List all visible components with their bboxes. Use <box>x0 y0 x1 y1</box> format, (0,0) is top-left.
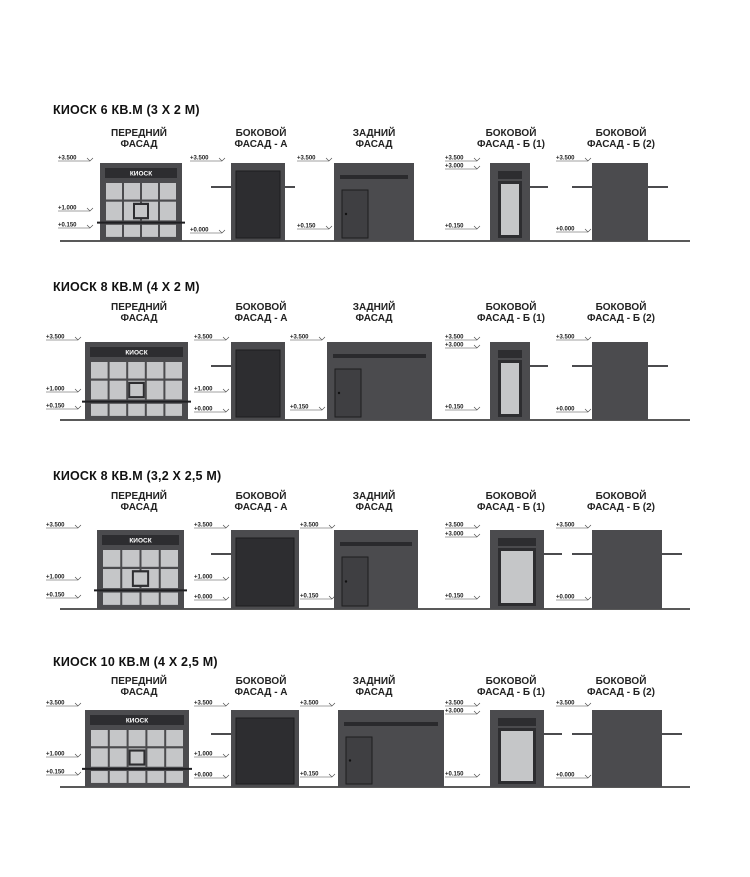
elevation-mark-tick <box>585 775 591 778</box>
window-pane-lower <box>110 404 127 416</box>
label-side-a: БОКОВОЙ ФАСАД - А <box>234 302 288 324</box>
window-pane-upper <box>147 730 164 746</box>
label-front: ПЕРЕДНИЙ ФАСАД <box>111 128 167 150</box>
elevation-mark: +3.500 <box>46 700 65 707</box>
label-side-b1: БОКОВОЙ ФАСАД - Б (1) <box>476 128 546 150</box>
elevation-mark: +0.150 <box>58 222 77 229</box>
elevation-mark: +3.500 <box>58 155 77 162</box>
window-pane-middle <box>147 748 164 766</box>
elevation-mark: +3.500 <box>445 522 464 529</box>
elevation-mark-tick <box>87 225 93 228</box>
side-b1-door-glass <box>501 184 519 235</box>
window-pane-lower <box>124 225 140 237</box>
elevation-mark: +0.150 <box>46 592 65 599</box>
elevation-mark-tick <box>585 525 591 528</box>
rear-vent-strip <box>344 722 438 726</box>
label-side-b2: БОКОВОЙ ФАСАД - Б (2) <box>586 128 656 150</box>
window-pane-lower <box>129 771 146 783</box>
elevation-mark: +0.150 <box>46 769 65 776</box>
window-pane-lower <box>128 404 145 416</box>
label-side-b1: БОКОВОЙ ФАСАД - Б (1) <box>476 676 546 698</box>
elevation-mark: +3.500 <box>194 700 213 707</box>
label-side-b2: БОКОВОЙ ФАСАД - Б (2) <box>586 676 656 698</box>
elevation-mark-tick <box>223 577 229 580</box>
kiosk-sign-text: КИОСК <box>129 170 153 178</box>
label-side-a: БОКОВОЙ ФАСАД - А <box>234 491 288 513</box>
side-b1-door-glass <box>501 363 519 414</box>
kiosk-sign-text: КИОСК <box>129 537 152 545</box>
elevation-mark: +3.500 <box>300 522 319 529</box>
window-pane-lower <box>110 771 127 783</box>
elevation-mark-tick <box>223 525 229 528</box>
elevation-mark-tick <box>329 525 335 528</box>
elevation-mark: +0.150 <box>445 771 464 778</box>
elevation-mark: +3.000 <box>445 342 464 349</box>
label-side-b1: БОКОВОЙ ФАСАД - Б (1) <box>476 491 546 513</box>
elevation-mark: +0.000 <box>194 772 213 779</box>
elevation-mark: +1.000 <box>46 751 65 758</box>
elevation-mark-tick <box>223 775 229 778</box>
elevation-mark-tick <box>75 406 81 409</box>
elevation-mark: +3.000 <box>445 531 464 538</box>
window-pane-upper <box>142 550 159 567</box>
kiosk-sign-text: КИОСК <box>125 717 149 725</box>
service-window-glass <box>135 205 147 217</box>
side-b1-transom <box>498 350 522 358</box>
side-b2-facade-body <box>592 530 662 609</box>
elevation-mark: +1.000 <box>46 574 65 581</box>
window-pane-middle <box>110 381 127 400</box>
label-rear: ЗАДНИЙ ФАСАД <box>352 491 396 513</box>
elevation-mark: +3.500 <box>445 155 464 162</box>
elevation-mark-tick <box>585 703 591 706</box>
elevation-mark-tick <box>75 703 81 706</box>
elevation-mark-tick <box>223 409 229 412</box>
window-pane-upper <box>103 550 120 567</box>
elevation-mark-tick <box>75 577 81 580</box>
window-pane-upper <box>122 550 139 567</box>
elevation-mark-tick <box>474 774 480 777</box>
window-pane-lower <box>91 771 108 783</box>
elevation-mark-tick <box>474 711 480 714</box>
window-pane-lower <box>122 593 139 605</box>
label-rear: ЗАДНИЙ ФАСАД <box>352 676 396 698</box>
elevation-mark: +0.150 <box>445 223 464 230</box>
window-pane-upper <box>142 183 158 200</box>
rear-vent-strip <box>340 175 408 179</box>
elevation-mark: +0.150 <box>297 223 316 230</box>
window-pane-upper <box>166 730 183 746</box>
elevation-mark: +0.000 <box>556 594 575 601</box>
window-pane-lower <box>147 404 164 416</box>
label-side-b1: БОКОВОЙ ФАСАД - Б (1) <box>476 302 546 324</box>
elevation-mark-tick <box>75 772 81 775</box>
elevation-mark: +3.500 <box>194 334 213 341</box>
window-pane-upper <box>129 730 146 746</box>
window-pane-middle <box>147 381 164 400</box>
elevation-mark-tick <box>319 337 325 340</box>
elevation-mark: +0.150 <box>300 593 319 600</box>
elevation-mark-tick <box>75 337 81 340</box>
elevation-mark-tick <box>585 158 591 161</box>
elevation-mark: +3.000 <box>445 163 464 170</box>
elevation-mark: +1.000 <box>194 751 213 758</box>
side-a-panel <box>236 171 280 238</box>
window-pane-upper <box>147 362 164 379</box>
elevation-mark-tick <box>223 754 229 757</box>
window-pane-lower <box>91 404 108 416</box>
elevation-mark-tick <box>474 158 480 161</box>
elevation-mark: +0.150 <box>300 771 319 778</box>
window-pane-lower <box>142 225 158 237</box>
rear-vent-strip <box>340 542 412 546</box>
service-window-glass <box>131 752 144 764</box>
window-pane-lower <box>142 593 159 605</box>
elevation-mark-tick <box>474 345 480 348</box>
label-rear: ЗАДНИЙ ФАСАД <box>352 128 396 150</box>
window-pane-middle <box>106 202 122 221</box>
elevation-mark: +0.000 <box>190 227 209 234</box>
elevation-mark: +3.500 <box>445 700 464 707</box>
window-pane-middle <box>91 748 108 766</box>
window-pane-upper <box>128 362 145 379</box>
elevation-mark-tick <box>585 337 591 340</box>
elevation-mark-tick <box>223 597 229 600</box>
window-pane-upper <box>91 730 108 746</box>
elevation-mark-tick <box>585 409 591 412</box>
label-front: ПЕРЕДНИЙ ФАСАД <box>111 302 167 324</box>
service-window-glass <box>130 384 143 396</box>
door-handle <box>349 759 351 761</box>
elevation-mark: +3.500 <box>46 334 65 341</box>
elevation-mark: +0.000 <box>194 594 213 601</box>
elevation-mark: +1.000 <box>58 205 77 212</box>
elevation-mark-tick <box>474 703 480 706</box>
window-pane-middle <box>160 202 176 221</box>
window-pane-middle <box>110 748 127 766</box>
elevation-mark-tick <box>326 226 332 229</box>
label-front: ПЕРЕДНИЙ ФАСАД <box>111 676 167 698</box>
elevation-mark: +1.000 <box>194 386 213 393</box>
window-pane-middle <box>161 569 178 588</box>
elevation-mark: +3.500 <box>556 155 575 162</box>
elevation-mark-tick <box>223 337 229 340</box>
elevation-mark: +0.000 <box>556 406 575 413</box>
door-handle <box>338 392 340 394</box>
elevation-mark-tick <box>474 407 480 410</box>
side-b1-transom <box>498 171 522 179</box>
window-pane-upper <box>160 183 176 200</box>
side-b1-transom <box>498 538 536 546</box>
side-b1-door-glass <box>501 551 533 603</box>
elevation-mark-tick <box>474 596 480 599</box>
elevation-mark: +3.000 <box>445 708 464 715</box>
side-b2-facade-body <box>592 710 662 787</box>
window-pane-middle <box>165 381 182 400</box>
window-pane-lower <box>103 593 120 605</box>
window-pane-upper <box>91 362 108 379</box>
elevation-mark: +3.500 <box>556 700 575 707</box>
elevation-mark: +0.150 <box>46 403 65 410</box>
window-pane-upper <box>165 362 182 379</box>
elevation-mark-tick <box>585 229 591 232</box>
elevation-mark: +3.500 <box>300 700 319 707</box>
window-pane-lower <box>106 225 122 237</box>
elevation-mark: +3.500 <box>46 522 65 529</box>
elevation-mark: +3.500 <box>556 334 575 341</box>
elevation-mark: +3.500 <box>194 522 213 529</box>
window-pane-lower <box>166 771 183 783</box>
elevation-mark-tick <box>585 597 591 600</box>
elevation-mark-tick <box>75 754 81 757</box>
elevation-mark-tick <box>474 226 480 229</box>
elevation-mark: +0.000 <box>556 226 575 233</box>
elevation-mark-tick <box>329 774 335 777</box>
window-pane-middle <box>91 381 108 400</box>
elevation-mark: +3.500 <box>445 334 464 341</box>
side-a-panel <box>236 350 280 417</box>
kiosk-sign-text: КИОСК <box>125 349 148 357</box>
elevation-mark: +3.500 <box>190 155 209 162</box>
window-pane-lower <box>147 771 164 783</box>
elevation-mark-tick <box>75 525 81 528</box>
side-a-panel <box>236 718 294 784</box>
elevation-mark-tick <box>474 525 480 528</box>
window-pane-upper <box>124 183 140 200</box>
window-pane-upper <box>161 550 178 567</box>
side-b1-transom <box>498 718 536 726</box>
section-title: КИОСК 8 КВ.М (3,2 Х 2,5 М) <box>53 469 222 483</box>
elevation-mark: +0.150 <box>445 404 464 411</box>
elevation-mark: +1.000 <box>46 386 65 393</box>
label-front: ПЕРЕДНИЙ ФАСАД <box>111 491 167 513</box>
label-side-b2: БОКОВОЙ ФАСАД - Б (2) <box>586 491 656 513</box>
elevation-mark: +0.150 <box>290 404 309 411</box>
window-pane-middle <box>166 748 183 766</box>
elevation-mark-tick <box>474 534 480 537</box>
elevation-mark-tick <box>87 158 93 161</box>
side-a-panel <box>236 538 294 606</box>
side-b2-facade-body <box>592 342 648 420</box>
elevation-mark-tick <box>474 337 480 340</box>
elevation-mark-tick <box>329 703 335 706</box>
elevation-mark-tick <box>75 389 81 392</box>
elevation-mark: +3.500 <box>556 522 575 529</box>
elevation-mark-tick <box>219 158 225 161</box>
elevation-mark: +0.150 <box>445 593 464 600</box>
window-pane-lower <box>165 404 182 416</box>
window-pane-upper <box>110 730 127 746</box>
window-pane-lower <box>160 225 176 237</box>
elevation-mark: +3.500 <box>297 155 316 162</box>
label-side-a: БОКОВОЙ ФАСАД - А <box>234 128 288 150</box>
label-side-b2: БОКОВОЙ ФАСАД - Б (2) <box>586 302 656 324</box>
window-pane-lower <box>161 593 178 605</box>
elevation-mark-tick <box>326 158 332 161</box>
window-pane-middle <box>103 569 120 588</box>
elevation-mark: +3.500 <box>290 334 309 341</box>
elevation-mark: +0.000 <box>194 406 213 413</box>
elevation-mark-tick <box>223 703 229 706</box>
elevation-mark: +1.000 <box>194 574 213 581</box>
door-handle <box>345 213 347 215</box>
elevation-mark-tick <box>223 389 229 392</box>
rear-vent-strip <box>333 354 426 358</box>
section-title: КИОСК 8 КВ.М (4 Х 2 М) <box>53 280 200 294</box>
side-b1-door-glass <box>501 731 533 781</box>
label-side-a: БОКОВОЙ ФАСАД - А <box>234 676 288 698</box>
elevation-mark-tick <box>75 595 81 598</box>
elevation-mark-tick <box>319 407 325 410</box>
elevation-mark-tick <box>219 230 225 233</box>
elevation-mark-tick <box>474 166 480 169</box>
section-title: КИОСК 10 КВ.М (4 Х 2,5 М) <box>53 655 218 669</box>
elevation-mark: +0.000 <box>556 772 575 779</box>
service-window-glass <box>134 572 147 584</box>
door-handle <box>345 580 347 582</box>
side-b2-facade-body <box>592 163 648 241</box>
window-pane-upper <box>110 362 127 379</box>
elevation-mark-tick <box>87 208 93 211</box>
label-rear: ЗАДНИЙ ФАСАД <box>352 302 396 324</box>
section-title: КИОСК 6 КВ.М (3 Х 2 М) <box>53 103 200 117</box>
window-pane-upper <box>106 183 122 200</box>
